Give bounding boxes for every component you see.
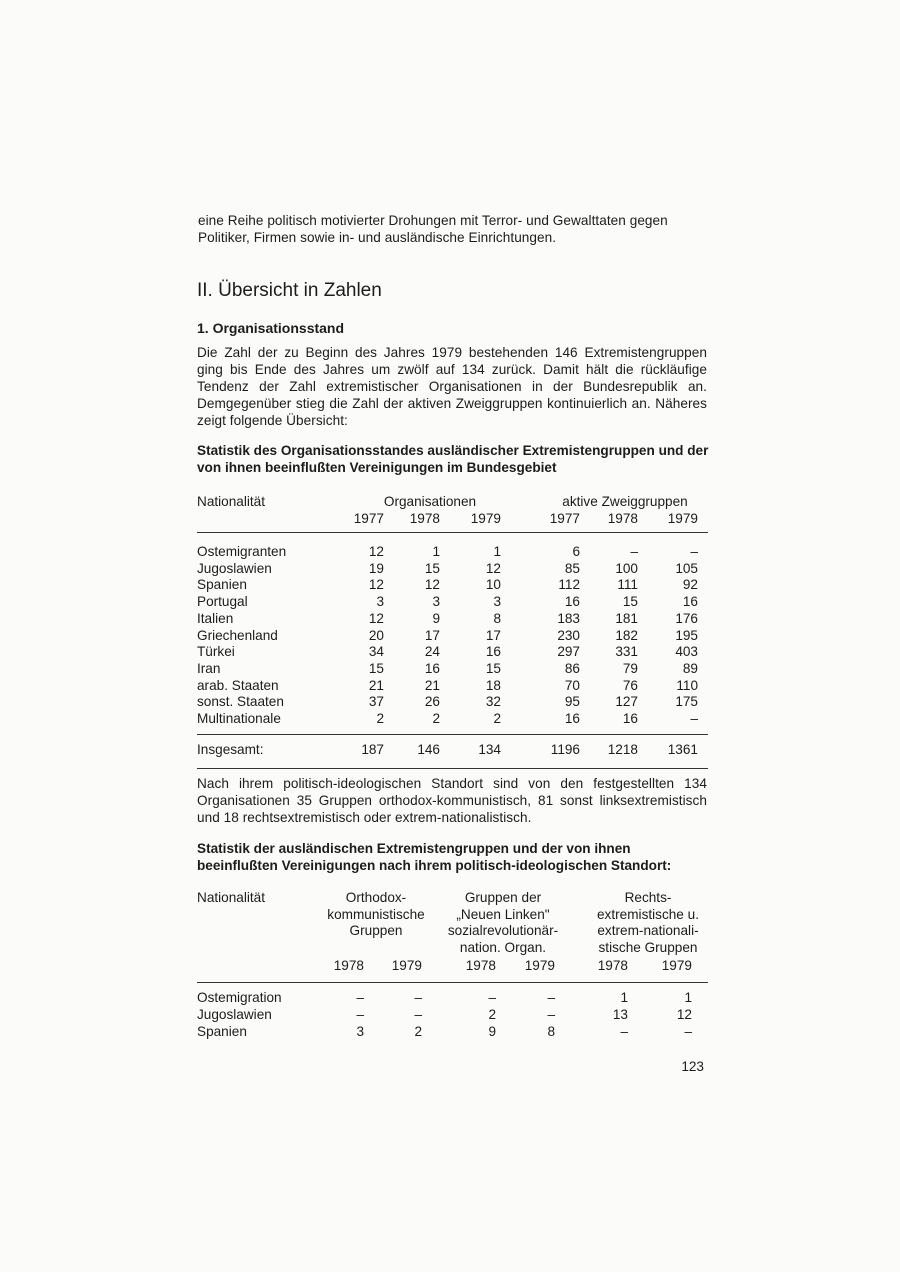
table1-cell: 111 (617, 577, 638, 593)
table2-cell: – (356, 1006, 364, 1022)
table1-cell: 15 (368, 660, 384, 676)
table1-cell: 24 (424, 644, 440, 660)
table1-row-label: Ostemigranten (197, 544, 287, 559)
table1-total-rule-top (197, 734, 708, 735)
table1-cell: 3 (432, 594, 440, 610)
table1-cell: 176 (675, 610, 698, 626)
table1-cell: 76 (622, 677, 638, 693)
table1-cell: 85 (564, 560, 580, 576)
table1-row-label: Iran (197, 660, 221, 676)
table2-cell: – (356, 990, 364, 1005)
table1-cell: 403 (675, 644, 698, 660)
table1-cell: 37 (368, 694, 384, 710)
intro-paragraph: eine Reihe politisch motivierter Drohungen mit Terror- und Gewalttaten gegen Politiker, Firmen sowie in- und ausländische Einrichtungen. (198, 213, 668, 245)
table2-cell: – (414, 990, 422, 1005)
table1-year-header: 1977 (549, 511, 580, 526)
table1-cell: 17 (485, 627, 501, 643)
table1-cell: 16 (682, 594, 698, 610)
table2-title: Statistik der ausländischen Extremistengruppen und der von ihnen beeinflußten Vereinigungen nach ihrem politisch-ideologischen Standort: (197, 841, 672, 873)
table1-cell: 175 (675, 694, 698, 710)
table2-cell: – (414, 1006, 422, 1022)
table1-cell: 16 (485, 644, 501, 660)
body-paragraph-2: Nach ihrem politisch-ideologischen Standort sind von den festgestellten 134 Organisationen 35 Gruppen orthodox-kommunistisch, 81 sonst linksextremistisch und 18 rechtsextremistisch oder extrem-nationalistisch. (197, 776, 707, 825)
table2-group-2-header: „Neuen Linken" (456, 906, 550, 922)
table1-cell: 9 (432, 610, 440, 626)
table1-row-label: Italien (197, 610, 234, 626)
table1-row-label: Griechenland (197, 627, 278, 643)
table1-col-nationality: Nationalität (197, 494, 266, 509)
table1-cell: 12 (368, 544, 384, 559)
table1-cell: 15 (424, 560, 440, 576)
table2-group-2-header: Gruppen der (464, 890, 542, 905)
table1-cell: 12 (368, 577, 384, 593)
table1-cell: 230 (557, 627, 580, 643)
table1-cell: 16 (622, 711, 638, 726)
table1-title: Statistik des Organisationsstandes ausländischer Extremistengruppen und der von ihnen beeinflußten Vereinigungen im Bundesgebiet (197, 443, 709, 475)
table1-header-rule (197, 532, 708, 533)
table1-cell: 297 (557, 644, 580, 660)
table1-cell: 12 (424, 577, 440, 593)
table2-year-header: 1978 (333, 958, 364, 973)
table2-cell: 13 (612, 1006, 628, 1022)
table1-year-header: 1979 (470, 511, 501, 526)
subsection-heading: 1. Organisationsstand (197, 320, 345, 336)
table1-cell: 6 (572, 544, 580, 559)
table1-cell: 127 (615, 694, 638, 710)
table1-row-label: Multinationale (197, 711, 281, 726)
table2-row-label: Jugoslawien (197, 1006, 272, 1022)
table1-cell: 112 (558, 577, 580, 593)
table1-total-cell: 134 (478, 742, 501, 757)
table1-cell: 110 (676, 677, 698, 693)
table1-year-header: 1979 (667, 511, 698, 526)
table2-group-1-header: kommunistische (327, 906, 425, 922)
table1-cell: – (690, 711, 698, 726)
table1-cell: 12 (485, 560, 501, 576)
table1-cell: 32 (485, 694, 501, 710)
table1-cell: 89 (682, 660, 698, 676)
table1-cell: 26 (424, 694, 440, 710)
table2-group-3-header: extrem-nationali- (597, 923, 699, 939)
table1-year-header: 1978 (409, 511, 440, 526)
table1-cell: 20 (368, 627, 384, 643)
table2-cell: 9 (488, 1023, 496, 1039)
table2-year-header: 1979 (524, 958, 555, 973)
table1-cell: 12 (368, 610, 384, 626)
table2-row-label: Ostemigration (197, 990, 282, 1005)
table1-total-cell: 1196 (550, 742, 580, 757)
table2-group-1-header: Orthodox- (345, 890, 407, 905)
table1-cell: 21 (424, 677, 440, 693)
table1-cell: 8 (493, 610, 501, 626)
body-paragraph: Die Zahl der zu Beginn des Jahres 1979 bestehenden 146 Extremistengruppen ging bis Ende des Jahres um zwölf auf 134 zurück. Damit hält die rückläufige Tendenz der Zahl extremistischer Organisationen in der Bundesrepublik an. Demgegenüber stieg die Zahl der aktiven Zweiggruppen kontinuierlich an. Näheres zeigt folgende Übersicht: (197, 345, 707, 428)
table2-cell: – (684, 1023, 692, 1039)
table1-year-header: 1978 (607, 511, 638, 526)
table1-cell: 1 (432, 544, 440, 559)
table1-cell: 182 (615, 627, 638, 643)
table2-header-rule (197, 982, 708, 983)
table2-group-2-header: nation. Organ. (459, 939, 547, 955)
table1-total-cell: 1361 (667, 742, 698, 757)
table2-group-1-header: Gruppen (349, 923, 403, 939)
table2-cell: 3 (356, 1023, 364, 1039)
table2-col-nationality: Nationalität (197, 890, 266, 905)
table1-cell: 16 (564, 594, 580, 610)
table1-cell: 79 (622, 660, 638, 676)
table1-cell: – (690, 544, 698, 559)
table1-cell: 183 (557, 610, 580, 626)
table1-cell: 95 (564, 694, 580, 710)
table2-group-3-header: extremistische u. (597, 906, 699, 922)
table1-cell: 15 (622, 594, 638, 610)
table2-year-header: 1979 (391, 958, 422, 973)
table1-cell: 2 (376, 711, 384, 726)
page-number: 123 (681, 1059, 704, 1074)
table2-row-label: Spanien (197, 1023, 247, 1039)
table2-cell: 8 (547, 1023, 555, 1039)
table2-year-header: 1978 (465, 958, 496, 973)
table1-total-rule-bottom (197, 768, 708, 769)
table1-cell: 92 (682, 577, 698, 593)
table2-cell: – (547, 990, 555, 1005)
table1-cell: – (630, 544, 638, 559)
table1-cell: 70 (564, 677, 580, 693)
table2-cell: – (488, 990, 496, 1005)
table1-cell: 18 (485, 677, 501, 693)
table2-group-3-header: Rechts- (624, 890, 672, 905)
table2-year-header: 1979 (661, 958, 692, 973)
table1-cell: 15 (485, 660, 501, 676)
table1-cell: 195 (675, 627, 698, 643)
table1-row-label: Spanien (197, 577, 247, 593)
table2-cell: 1 (684, 990, 692, 1005)
table1-group-organisations: Organisationen (383, 494, 477, 509)
table1-row-label: arab. Staaten (197, 677, 279, 693)
table1-total-cell: 146 (417, 742, 440, 757)
table1-cell: 16 (564, 711, 580, 726)
table1-row-label: Portugal (197, 594, 248, 610)
table1-cell: 3 (493, 594, 501, 610)
table1-cell: 19 (368, 560, 384, 576)
table2-cell: 2 (488, 1006, 496, 1022)
table1-row-label: Jugoslawien (197, 560, 272, 576)
table1-cell: 34 (368, 644, 384, 660)
table1-cell: 10 (485, 577, 501, 593)
table1-total-cell: 1218 (607, 742, 638, 757)
table2-cell: 1 (620, 990, 628, 1005)
table1-row-label: sonst. Staaten (197, 694, 284, 710)
section-heading: II. Übersicht in Zahlen (197, 280, 382, 301)
table1-cell: 2 (493, 711, 501, 726)
table1-cell: 2 (432, 711, 440, 726)
table1-year-header: 1977 (353, 511, 384, 526)
table1-cell: 1 (493, 544, 501, 559)
table1-cell: 3 (376, 594, 384, 610)
table2-cell: 12 (676, 1006, 692, 1022)
table2-cell: – (620, 1023, 628, 1039)
table1-group-branches: aktive Zweiggruppen (562, 494, 688, 509)
table1-cell: 17 (424, 627, 440, 643)
table1-total-cell: 187 (361, 742, 384, 757)
table2-cell: – (547, 1006, 555, 1022)
table1-total-label: Insgesamt: (197, 742, 264, 757)
table2-group-2-header: sozialrevolutionär- (447, 923, 559, 939)
table1-cell: 331 (615, 644, 638, 660)
table2-group-3-header: stische Gruppen (598, 939, 698, 955)
table2-year-header: 1978 (597, 958, 628, 973)
table1-cell: 105 (675, 560, 698, 576)
table1-cell: 16 (424, 660, 440, 676)
table1-row-label: Türkei (197, 644, 235, 660)
table1-cell: 100 (615, 560, 638, 576)
table2-cell: 2 (414, 1023, 422, 1039)
table1-cell: 181 (615, 610, 638, 626)
table1-cell: 86 (564, 660, 580, 676)
table1-cell: 21 (368, 677, 384, 693)
